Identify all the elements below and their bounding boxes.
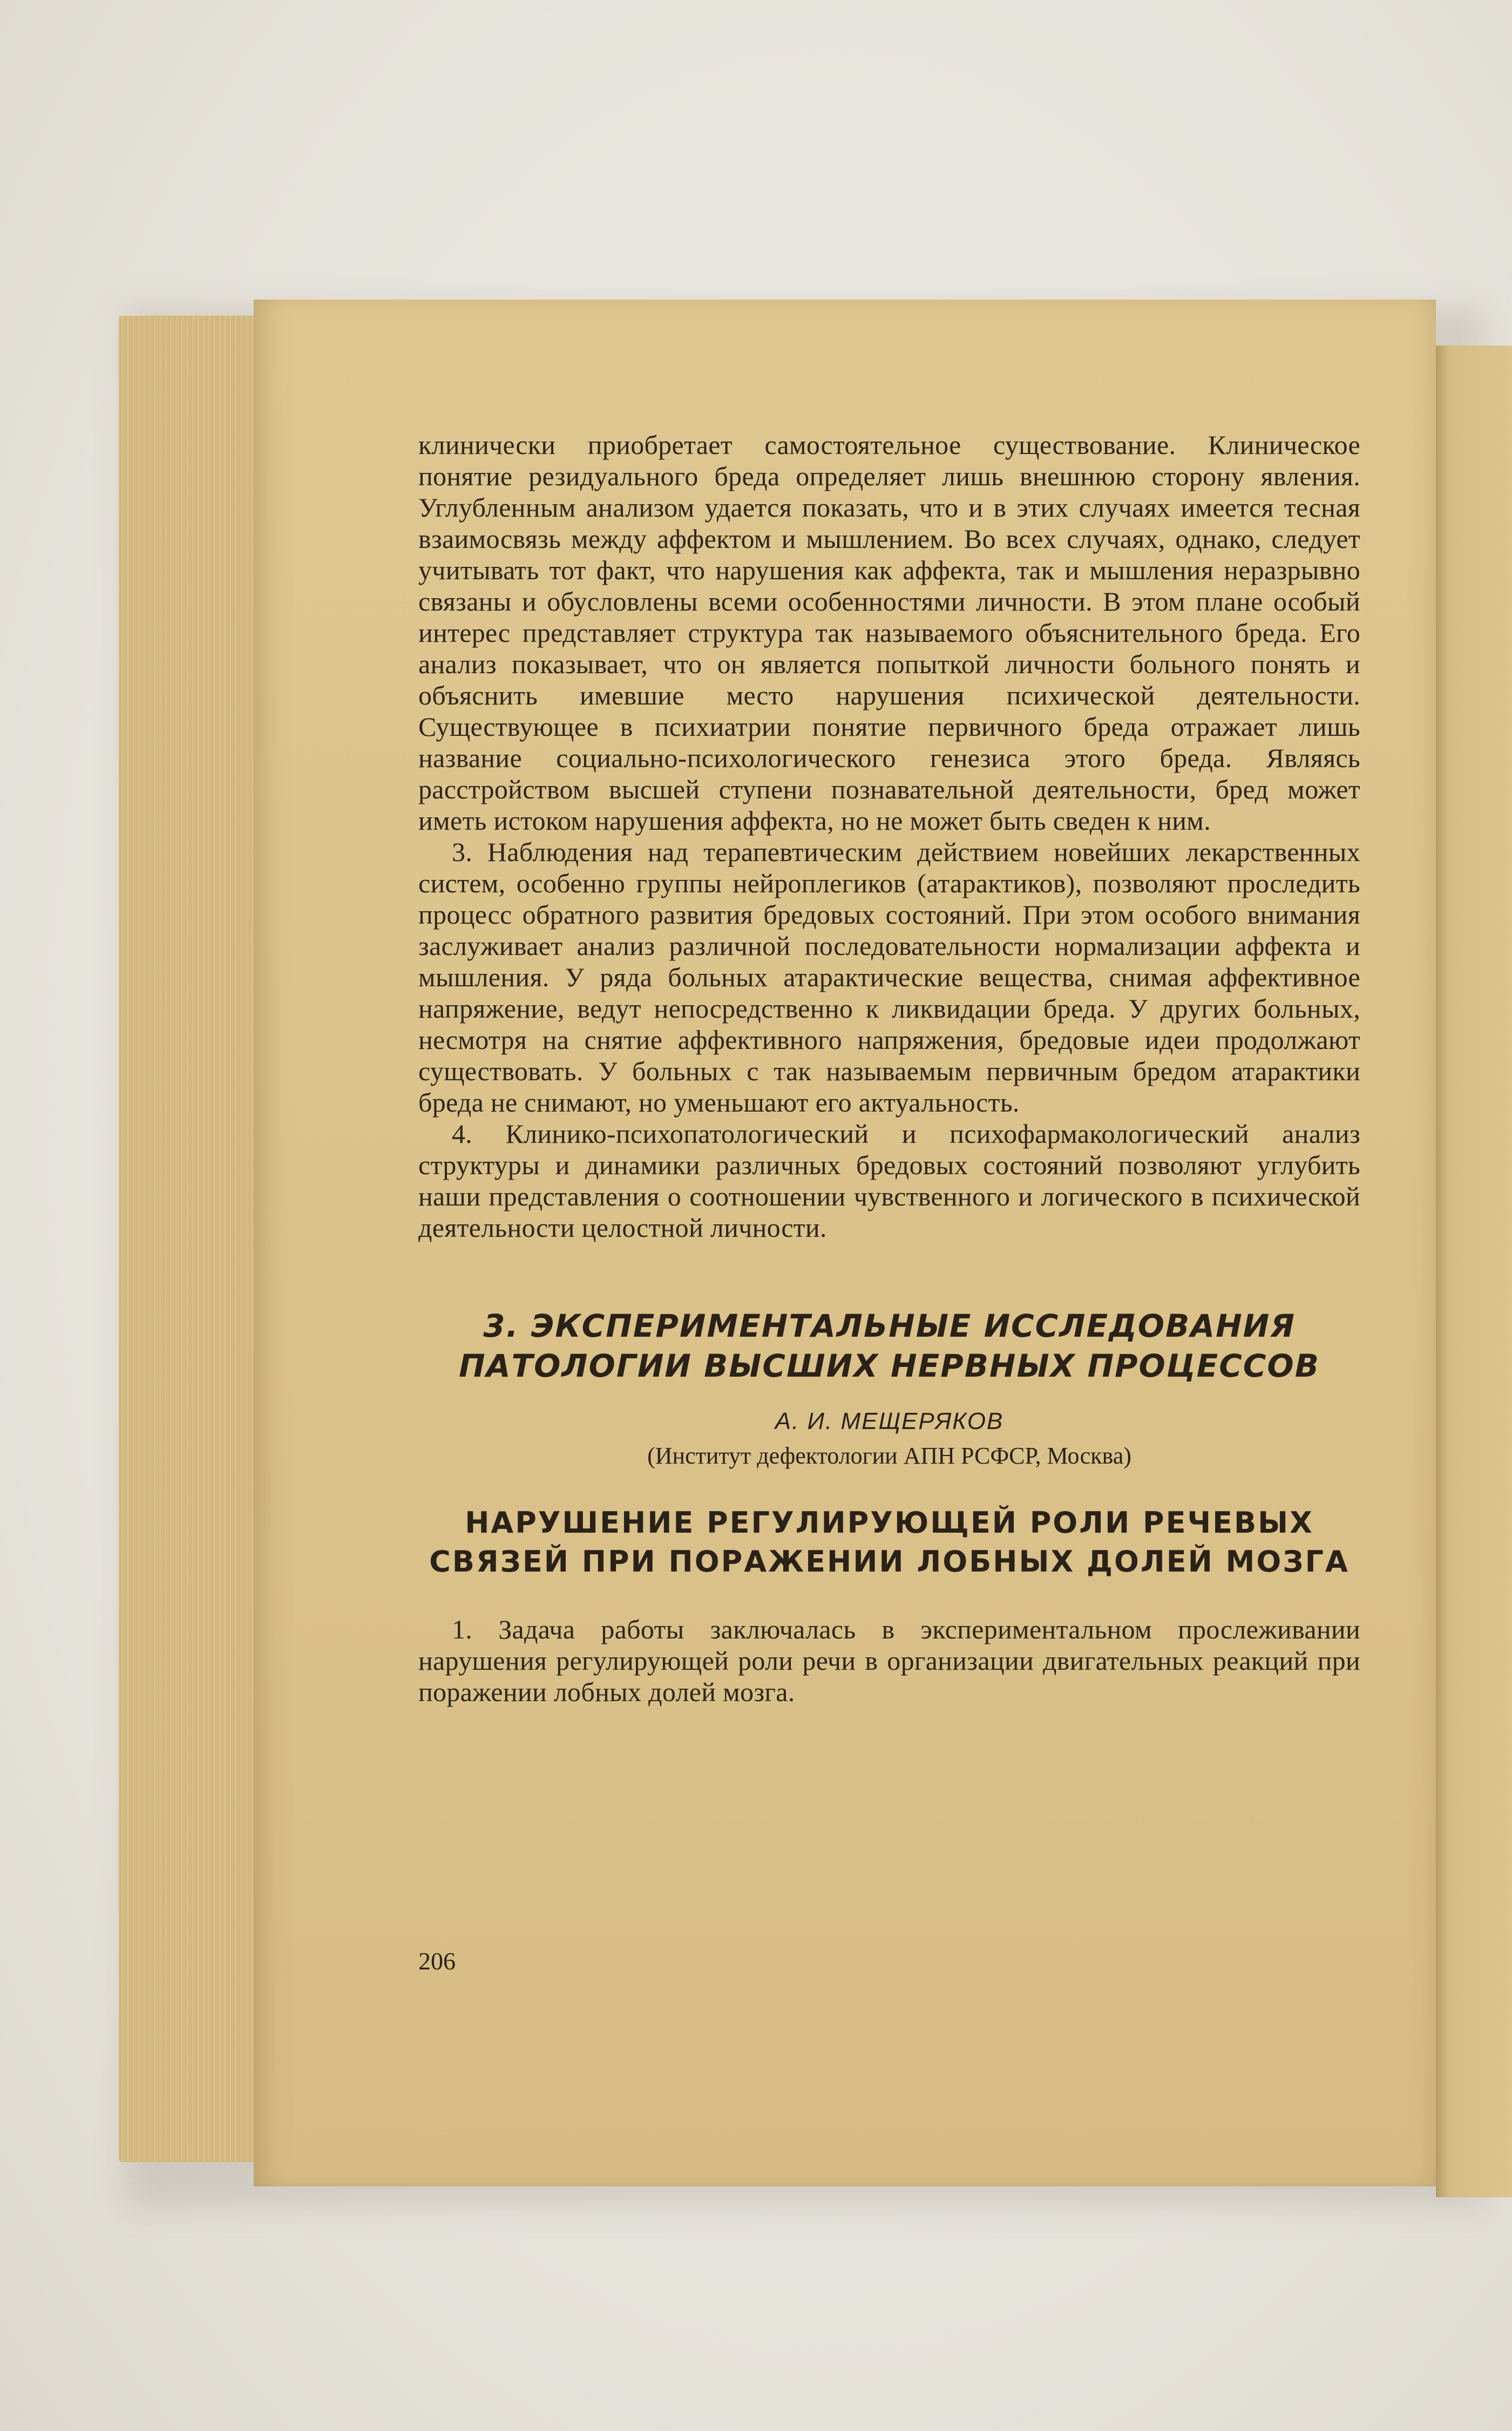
paragraph-task: 1. Задача работы заключалась в экспериментальном прослеживании нарушения регулирующей роли речи в организации двигательных реакций при поражении лобных долей мозга. <box>418 1614 1360 1707</box>
page-edges <box>119 316 267 2162</box>
facing-page-edge <box>1436 346 1512 2197</box>
author-name: А. И. МЕЩЕРЯКОВ <box>775 1408 1004 1434</box>
text-column <box>418 429 1360 1708</box>
author-affiliation: (Институт дефектологии АПН РСФСР, Москва) <box>647 1443 1131 1469</box>
section-title: 3. ЭКСПЕРИМЕНТАЛЬНЫЕ ИССЛЕДОВАНИЯ ПАТОЛОГИИ ВЫСШИХ НЕРВНЫХ ПРОЦЕССОВ <box>459 1308 1320 1384</box>
article-title: НАРУШЕНИЕ РЕГУЛИРУЮЩЕЙ РОЛИ РЕЧЕВЫХ СВЯЗЕЙ ПРИ ПОРАЖЕНИИ ЛОБНЫХ ДОЛЕЙ МОЗГА <box>429 1506 1350 1579</box>
paragraph-point-4: 4. Клинико-психопатологический и психофармакологический анализ структуры и динамики различных бредовых состояний позволяют углубить наши представления о соотношении чувственного и логического в психической деятельности целостной личности. <box>418 1119 1360 1243</box>
paragraph-point-3: 3. Наблюдения над терапевтическим действием новейших лекарственных систем, особенно группы нейроплегиков (атарактиков), позволяют проследить процесс обратного развития бредовых состояний. При этом особого внимания заслуживает анализ различной последовательности нормализации аффекта и мышления. У ряда больных атарактические вещества, снимая аффективное напряжение, ведут непосредственно к ликвидации бреда. У других больных, несмотря на снятие аффективного напряжения, бредовые идеи продолжают существовать. У больных с так называемым первичным бредом атарактики бреда не снимают, но уменьшают его актуальность. <box>418 837 1360 1118</box>
page-number: 206 <box>418 1947 456 1975</box>
paragraph-delusion-structure: клинически приобретает самостоятельное существование. Клиническое понятие резидуального бреда определяет лишь внешнюю сторону явления. Углубленным анализом удается показать, что и в этих случаях имеется тесная взаимосвязь между аффектом и мышлением. Во всех случаях, однако, следует учитывать тот факт, что нарушения как аффекта, так и мышления неразрывно связаны и обусловлены всеми особенностями личности. В этом плане особый интерес представляет структура так называемого объяснительного бреда. Его анализ показывает, что он является попыткой личности больного понять и объяснить имевшие место нарушения психической деятельности. Существующее в психиатрии понятие первичного бреда отражает лишь название социально-психологического генезиса этого бреда. Являясь расстройством высшей ступени познавательной деятельности, бред может иметь истоком нарушения аффекта, но не может быть сведен к ним. <box>418 430 1360 836</box>
